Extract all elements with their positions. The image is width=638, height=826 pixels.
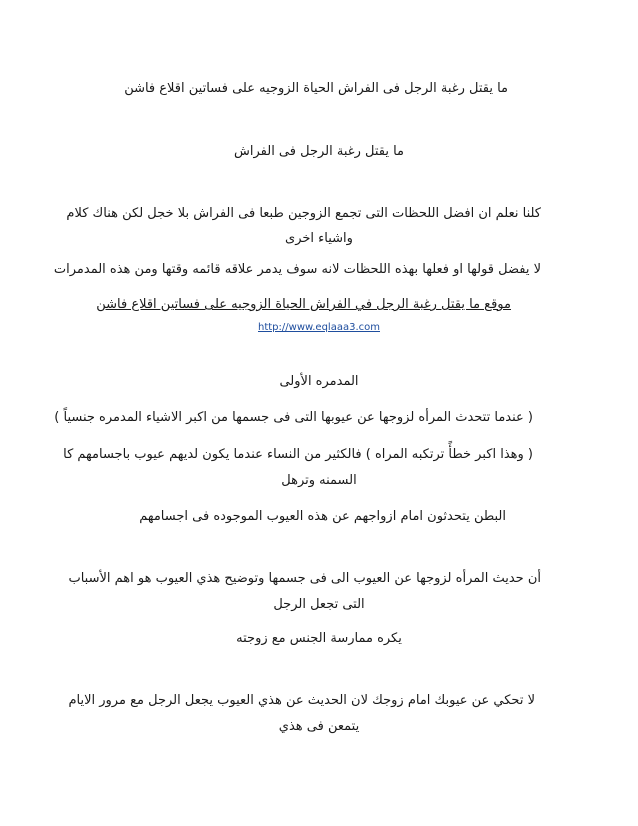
- paragraph-1-line-1: كلنا نعلم ان افضل اللحظات التى تجمع الزوجين طبعا فى الفراش بلا خجل لكن هناك كلام: [66, 206, 541, 221]
- list-item: البطن يتحدثون امام ازواجهم عن هذه العيوب الموجوده فى اجسامهم: [139, 509, 506, 524]
- paragraph-1-line-2: واشياء اخرى: [285, 231, 353, 246]
- paragraph-3-line-1: أن حديث المرأه لزوجها عن العيوب الى فى جسمها وتوضيح هذي العيوب هو اهم الأسباب: [68, 571, 541, 586]
- paragraph-5-line-1: لا تحكي عن عيوبك امام زوجك لان الحديث عن هذي العيوب يجعل الرجل مع مرور الايام: [68, 693, 535, 708]
- paragraph-4: يكره ممارسة الجنس مع زوجته: [236, 631, 402, 646]
- paragraph-3-line-2: التى تجعل الرجل: [273, 597, 365, 612]
- document-subtitle: ما يقتل رغبة الرجل فى الفراش: [234, 144, 404, 159]
- paragraph-2: لا يفضل قولها او فعلها بهذه اللحظات لانه سوف يدمر علاقه قائمه وقتها ومن هذه المدمرات: [53, 262, 541, 277]
- list-item: ( وهذا اكبر خطأً ترتكبه المراه ) فالكثير من النساء عندما يكون لديهم عيوب باجسامهم كا: [63, 447, 533, 462]
- paragraph-5-line-2: يتمعن فى هذي: [278, 719, 360, 734]
- section-heading: المدمره الأولى: [279, 374, 359, 389]
- document-title: ما يقتل رغبة الرجل فى الفراش الحياة الزوجيه على فساتين اقلاع فاشن: [124, 81, 508, 96]
- list-item-continuation: السمنه وترهل: [281, 473, 357, 488]
- site-url-link[interactable]: http://www.eqlaaa3.com: [258, 322, 380, 333]
- list-item: ( عندما تتحدث المرأه لزوجها عن عيوبها التى فى جسمها من اكبر الاشياء المدمره جنسياً ): [54, 410, 533, 425]
- site-label: موقع ما يقتل رغبة الرجل في الفراش الحياة الزوجيه على فساتين اقلاع فاشن: [96, 297, 511, 312]
